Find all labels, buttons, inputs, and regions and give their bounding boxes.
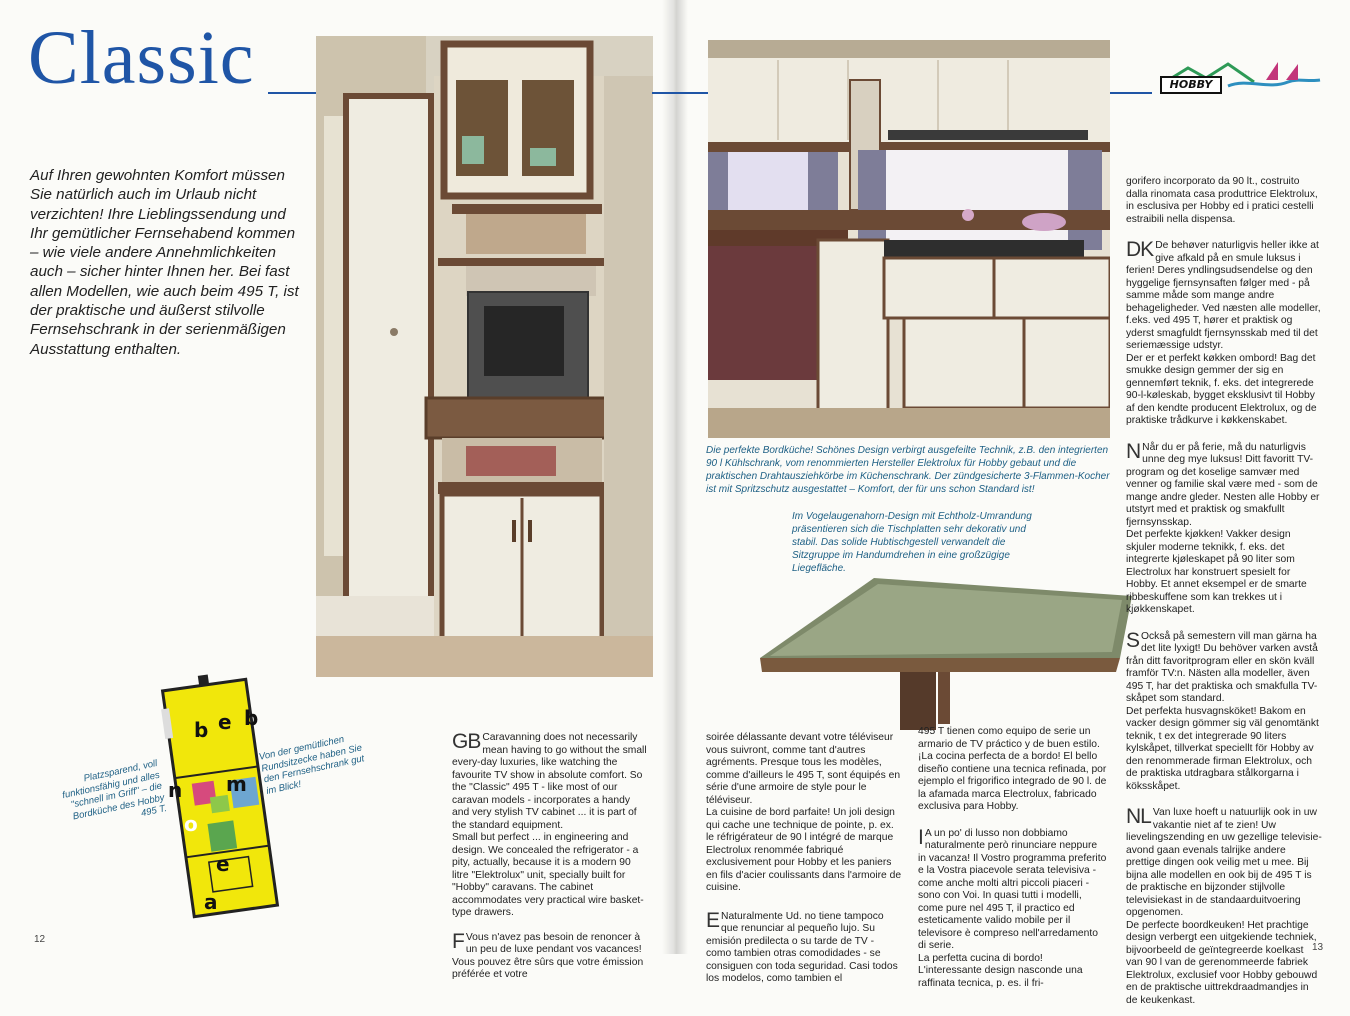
plan-letter-e2: e — [216, 852, 230, 876]
dropcap-n: N — [1126, 439, 1141, 463]
plan-letter-m: m — [226, 772, 247, 796]
plan-letter-b1: b — [194, 718, 209, 742]
plan-letter-b2: b — [244, 706, 259, 730]
header-rule-left — [652, 92, 708, 94]
kitchen-caption: Die perfekte Bordküche! Schönes Design verbirgt ausgefeilte Technik, z.B. den integrierten 90 l Kühlschrank, vom renommierten Hersteller Elektrolux für Hobby gebaut und die praktischen Drahtausziehkörbe im Küchenschrank. Der zündgesicherte 3-Flammen-Kocher ist mit Spritzschutz ausgestattet – Komfort, der für uns schon Standard ist! — [706, 445, 1110, 495]
page-number-right: 13 — [1312, 942, 1324, 953]
plan-letter-a: a — [204, 890, 218, 914]
plan-caption-right: Von der gemütlichen Rundsitzecke haben Sie den Fernsehschrank gut im Blick! — [258, 733, 366, 797]
dropcap-s: S — [1126, 628, 1140, 652]
kitchen-photo — [708, 40, 1110, 438]
floor-plan — [150, 672, 290, 924]
page-number-left: 12 — [34, 934, 46, 945]
table-photo — [740, 560, 1140, 730]
dropcap-e: E — [706, 908, 720, 932]
text-i2: gorifero incorporato da 90 lt., costruito dalla rinomata casa produttrice Elektrolux, in esclusiva per Hobby ed i pratici cestelli estraibili nella dispensa. — [1126, 176, 1318, 225]
plan-letter-n: n — [168, 778, 183, 802]
page-title: Classic — [28, 16, 255, 100]
intro-text: Auf Ihren gewohnten Komfort müssen Sie natürlich auch im Urlaub nicht verzichten! Ihre Lieblingssendung und Ihr gemütlicher Fernsehabend kommen – wie viele andere Annehmlichkeiten auch – sicher hinter Ihnen her. Bei fast allen Modellen, wie auch beim 495 T, ist der praktische und äußerst stilvolle Fernsehschrank in der serienmäßigen Ausstattung enthalten. — [30, 167, 299, 358]
dropcap-i: I — [918, 825, 923, 849]
tv-cabinet-photo — [316, 36, 653, 677]
logo-wordmark: HOBBY — [1160, 76, 1222, 94]
hobby-logo — [1158, 56, 1324, 100]
page-gutter — [662, 0, 688, 954]
text-n: Når du er på ferie, må du naturligvis unne deg mye luksus! Ditt favoritt TV-program og det koselige samvær med venner og familie skal være med - som de mange andre gleder. Nesten alle Hobby er utstyrt med et praktisk og smakfullt fjernsynsskap. Det perfekte kjøkken! Vakker design skjuler moderne teknikk, f. eks. det integrerte kjøleskapet på 90 liter som Electrolux har konstruert spesielt for Hobby. Et annet eksempel er de smarte ribbeskuffene som kan trekkes ut i kjøkkenskapet. — [1126, 441, 1320, 615]
text-column-f — [706, 732, 902, 995]
text-column-e — [918, 726, 1108, 999]
text-column-gb — [452, 732, 650, 991]
text-e1: Naturalmente Ud. no tiene tampoco que renunciar al pequeño lujo. Su emisión predilecta o su tarde de TV - como tambien otras comodidades - se consiguen con toda seguridad. Casi todos los modelos, como tambien el — [706, 910, 898, 984]
table-caption: Im Vogelaugenahorn-Design mit Echtholz-Umrandung präsentieren sich die Tischplatten sehr dekorativ und stabil. Das solide Hubtischgestell verwandelt die Sitzgruppe im Handumdrehen in eine großzügige Liegefläche. — [792, 511, 1032, 574]
text-f2: soirée délassante devant votre téléviseur vous suivront, comme tant d'autres agréments. Presque tous les modèles, comme d'ailleurs le 495 T, sont équipés en série d'une armoire de style pour le téléviseur. La cuisine de bord parfaite! Un joli design qui cache une technique de pointe, p. ex. le réfrigérateur de 90 l intégré de marque Electrolux renommée fabriqué exclusivement pour Hobby et les paniers en fils d'acier coulissants dans l'armoire de cuisine. — [706, 732, 902, 893]
text-e2: 495 T tienen como equipo de serie un armario de TV práctico y de buen estilo. ¡La cocina perfecta de a bordo! El bello diseño contiene una tecnica refinada, por ejemplo el frigorifico integrado de 90 l. de la afamada marca Electrolux, fabricado exclusiva para Hobby. — [918, 726, 1107, 812]
dropcap-gb: GB — [452, 730, 481, 753]
text-dk: De behøver naturligvis heller ikke at give afkald på en smule luksus i ferien! Deres yndlingsudsendelse og den hyggelige fjernsynsaften følger med - på samme måde som mange andre behageligheder. Ved næsten alle modeller, f.eks. ved 495 T, hører et praktisk og yderst smagfuldt fjernsynsskab med til det seriemæssige udstyr. Der er et perfekt køkken ombord! Bag det smukke design gemmer der sig en gennemført teknik, f. eks. det integrerede 90-l-køleskab, bygget eksklusivt til Hobby af den kendte producent Elektrolux, og de praktiske trådkurve i køkkenskabet. — [1126, 240, 1321, 426]
text-column-right — [1126, 176, 1322, 1016]
text-gb: Caravanning does not necessarily mean having to go without the small every-day luxuries, like watching the favourite TV show in absolute comfort. So the "Classic" 495 T - like most of our caravan models - incorporates a handy and very stylish TV cabinet ... it is part of the standard equipment. Small but perfect ... in engineering and design. We concealed the refrigerator - a pity, actually, because it is a modern 90 litre "Elektrolux" unit, specially built for "Hobby" caravans. The cabinet accommodates very practical wire basket-type drawers. — [452, 732, 647, 918]
plan-letter-o: o — [184, 812, 198, 836]
dropcap-f: F — [452, 929, 464, 953]
text-s: Också på semestern vill man gärna ha det lite lyxigt! Du behöver varken avstå från ditt favoritprogram eller en skön kväll framför TV:n. Nästen alla modeller, även 495 T, har det praktiska och smakfulla TV-skåpet som standard. Det perfekta husvagnsköket! Bakom en vacker design gömmer sig väl genomtänkt teknik, t ex det integrerade 90 liters kylskåpet, tillverkat speciellt för Hobby av den renommerade firman Elektrolux, och de praktiska utdragbara stålkorgarna i köksskåpet. — [1126, 630, 1319, 792]
text-nl: Van luxe hoeft u natuurlijk ook in uw vakantie niet af te zien! Uw lievelingszending en uw gezellige televisie-avond gaan evenals talrijke andere prettige dingen ook veilig met u mee. Bij bijna alle modellen en ook bij de 495 T is de praktische en bijzonder stijlvolle televisiekast in de standaarduitvoering opgenomen. De perfecte boordkeuken! Het prachtige design verbergt een uitgekiende techniek, bijvoorbeeld de geïntegreerde koelkast van 90 l van de gerenommeerde fabriek Elektrolux, exclusief voor Hobby gebouwd en de praktische uittrekdraadmandjes in de keukenkast. — [1126, 807, 1322, 1006]
dropcap-nl: NL — [1126, 805, 1151, 828]
text-i1: A un po' di lusso non dobbiamo naturalmente però rinunciare neppure in vacanza! Il Vostro programma preferito e la Vostra piacevole serata televisiva - come anche molti altri piccoli piaceri - sono con Voi. In quasi tutti i modelli, come pure nel 495 T, il practico ed esteticamente valido mobile per il televisore è compreso nell'arredamento di serie. La perfetta cucina di bordo! L'interessante design nasconde una raffinata tecnica, p. es. il fri- — [918, 827, 1107, 989]
header-rule-right — [1110, 92, 1152, 94]
plan-caption-left: Platzsparend, voll funktionsfähig und alles "schnell im Griff" – die Bordküche des Hobby 495 T. — [61, 758, 168, 822]
plan-letter-e1: e — [218, 710, 232, 734]
dropcap-dk: DK — [1126, 238, 1154, 261]
title-rule — [268, 92, 316, 94]
text-f1: Vous n'avez pas besoin de renoncer à un peu de luxe pendant vos vacances! Vous pouvez être sûrs que votre émission préférée et votre — [452, 931, 644, 980]
